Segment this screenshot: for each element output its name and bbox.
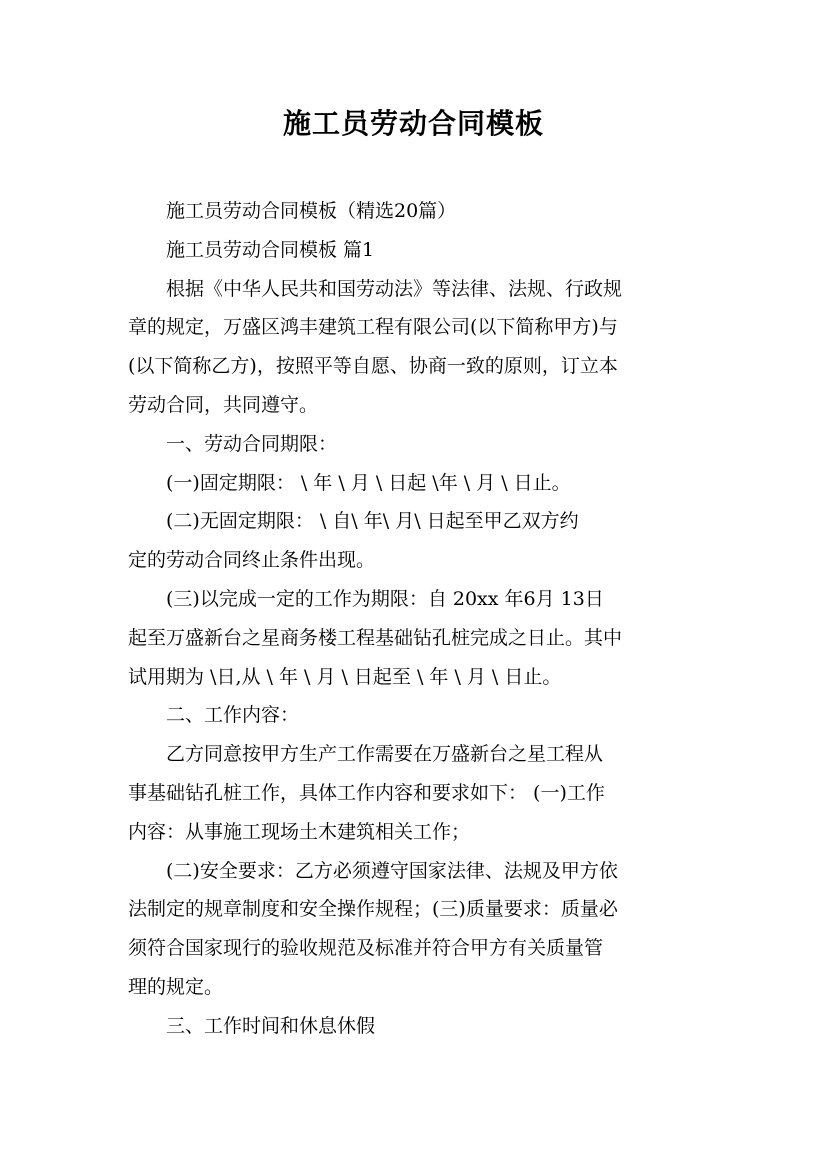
document-body <box>128 192 703 1046</box>
text-line: (一)固定期限： \ 年 \ 月 \ 日起 \年 \ 月 \ 日止。 <box>166 471 571 494</box>
text-line: 根据《中华人民共和国劳动法》等法律、法规、行政规 <box>166 277 623 300</box>
task-term-paragraph <box>128 580 703 696</box>
text-line: 理的规定。 <box>128 975 224 998</box>
fixed-term-paragraph <box>128 464 703 503</box>
document-title: 施工员劳动合同模板 <box>282 107 544 140</box>
text-line: 内容：从事施工现场土木建筑相关工作； <box>128 820 471 843</box>
text-line: 法制定的规章制度和安全操作规程；(三)质量要求：质量必 <box>128 898 618 921</box>
text-line: (二)无固定期限： \ 自\ 年\ 月\ 日起至甲乙双方约 <box>166 510 579 533</box>
preamble-paragraph <box>128 270 703 425</box>
article-heading: 施工员劳动合同模板 篇1 <box>166 238 375 261</box>
text-line: 事基础钻孔桩工作，具体工作内容和要求如下： (一)工作 <box>128 781 605 804</box>
text-line: 乙方同意按甲方生产工作需要在万盛新台之星工程从 <box>166 743 604 766</box>
section-heading-hours: 三、工作时间和休息休假 <box>166 1014 376 1037</box>
section-heading-work: 二、工作内容： <box>166 704 300 727</box>
work-content-paragraph <box>128 735 703 851</box>
open-term-paragraph <box>128 502 703 580</box>
text-line: (二)安全要求：乙方必须遵守国家法律、法规及甲方依 <box>166 859 618 882</box>
text-line: 须符合国家现行的验收规范及标准并符合甲方有关质量管 <box>128 937 604 960</box>
subtitle-paragraph: 施工员劳动合同模板（精选20篇） <box>166 200 457 222</box>
text-line: 试用期为 \日,从 \ 年 \ 月 \ 日起至 \ 年 \ 月 \ 日止。 <box>128 665 562 688</box>
section-heading-term: 一、劳动合同期限： <box>166 432 338 455</box>
safety-quality-paragraph <box>128 852 703 1007</box>
text-line: (三)以完成一定的工作为期限：自 20xx 年6月 13日 <box>166 587 604 610</box>
text-line: 定的劳动合同终止条件出现。 <box>128 549 376 572</box>
text-line: 劳动合同，共同遵守。 <box>128 393 319 416</box>
text-line: 起至万盛新台之星商务楼工程基础钻孔桩完成之日止。其中 <box>128 626 623 649</box>
text-line: 章的规定，万盛区鸿丰建筑工程有限公司(以下简称甲方)与 <box>128 316 618 339</box>
text-line: (以下简称乙方)，按照平等自愿、协商一致的原则，订立本 <box>128 355 618 378</box>
